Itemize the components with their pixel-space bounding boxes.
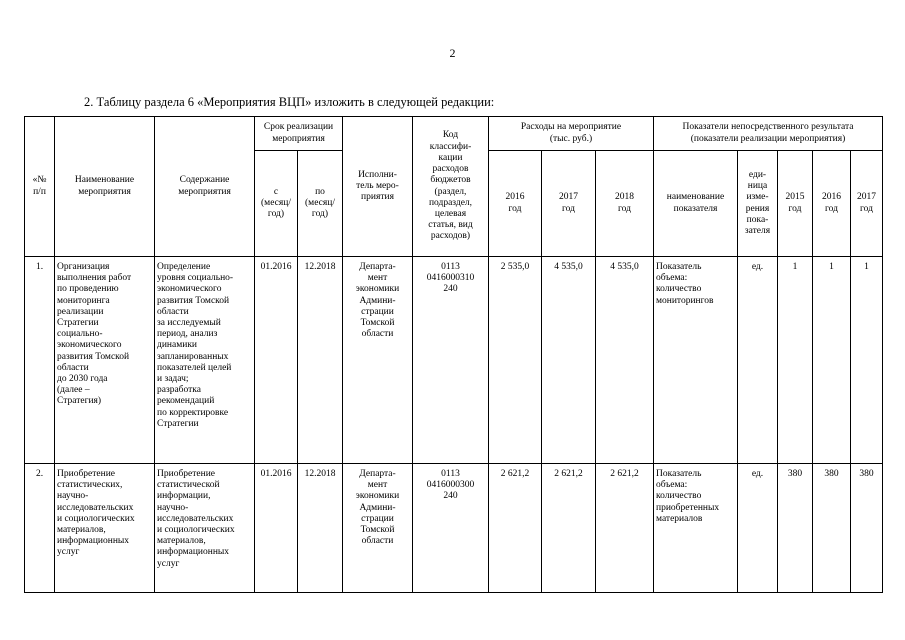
header-term: Срок реализации мероприятия	[255, 117, 343, 151]
intro-text: 2. Таблицу раздела 6 «Мероприятия ВЦП» изложить в следующей редакции:	[84, 95, 495, 109]
row-code: 0113 0416000310 240	[413, 257, 489, 464]
row-code: 0113 0416000300 240	[413, 464, 489, 593]
row-executor: Департа- мент экономики Админи- страции Томской области	[343, 464, 413, 593]
header-num: «№ п/п	[25, 117, 55, 257]
header-year-2018: 2018 год	[596, 151, 654, 257]
header-year-2017: 2017 год	[542, 151, 596, 257]
header-content: Содержание мероприятия	[155, 117, 255, 257]
row-indicator: Показатель объема: количество приобретенных материалов	[654, 464, 738, 593]
row-from: 01.2016	[255, 257, 298, 464]
row-to: 12.2018	[298, 464, 343, 593]
row-unit: ед.	[738, 464, 778, 593]
row-num: 1.	[25, 257, 55, 464]
header-ind-2017: 2017 год	[851, 151, 883, 257]
row-indicator: Показатель объема: количество мониторингов	[654, 257, 738, 464]
row-executor: Департа- мент экономики Админи- страции Томской области	[343, 257, 413, 464]
row-content: Определение уровня социально- экономического развития Томской области за исследуемый период, анализ динамики запланированных показателей целей и задач; разработка рекомендаций по корректировке Стратегии	[155, 257, 255, 464]
row-name: Организация выполнения работ по проведению мониторинга реализации Стратегии социально- экономического развития Томской области до 2030 года (далее – Стратегия)	[55, 257, 155, 464]
header-ind-2016: 2016 год	[813, 151, 851, 257]
row-expense-2017: 4 535,0	[542, 257, 596, 464]
header-indicator-name: наименование показателя	[654, 151, 738, 257]
row-num: 2.	[25, 464, 55, 593]
row-value-2017: 1	[851, 257, 883, 464]
table-row	[25, 464, 883, 593]
row-value-2015: 1	[778, 257, 813, 464]
row-expense-2016: 2 535,0	[489, 257, 542, 464]
header-indicators: Показатели непосредственного результата (показатели реализации мероприятия)	[654, 117, 883, 151]
header-term-from: с (месяц/ год)	[255, 151, 298, 257]
row-to: 12.2018	[298, 257, 343, 464]
header-year-2016: 2016 год	[489, 151, 542, 257]
row-value-2016: 380	[813, 464, 851, 593]
table-row	[25, 257, 883, 464]
page-number: 2	[449, 46, 456, 60]
header-name: Наименование мероприятия	[55, 117, 155, 257]
activities-table	[24, 116, 883, 593]
row-value-2016: 1	[813, 257, 851, 464]
row-value-2015: 380	[778, 464, 813, 593]
header-unit: еди- ница изме- рения пока- зателя	[738, 151, 778, 257]
header-term-to: по (месяц/ год)	[298, 151, 343, 257]
row-expense-2017: 2 621,2	[542, 464, 596, 593]
row-from: 01.2016	[255, 464, 298, 593]
header-executor: Исполни- тель меро- приятия	[343, 117, 413, 257]
header-code: Код классифи- кации расходов бюджетов (раздел, подраздел, целевая статья, вид расходов)	[413, 117, 489, 257]
row-expense-2018: 4 535,0	[596, 257, 654, 464]
header-expenses: Расходы на мероприятие (тыс. руб.)	[489, 117, 654, 151]
row-content: Приобретение статистической информации, научно- исследовательских и социологических материалов, информационных услуг	[155, 464, 255, 593]
row-unit: ед.	[738, 257, 778, 464]
row-expense-2018: 2 621,2	[596, 464, 654, 593]
row-value-2017: 380	[851, 464, 883, 593]
row-expense-2016: 2 621,2	[489, 464, 542, 593]
header-ind-2015: 2015 год	[778, 151, 813, 257]
row-name: Приобретение статистических, научно- исследовательских и социологических материалов, информационных услуг	[55, 464, 155, 593]
